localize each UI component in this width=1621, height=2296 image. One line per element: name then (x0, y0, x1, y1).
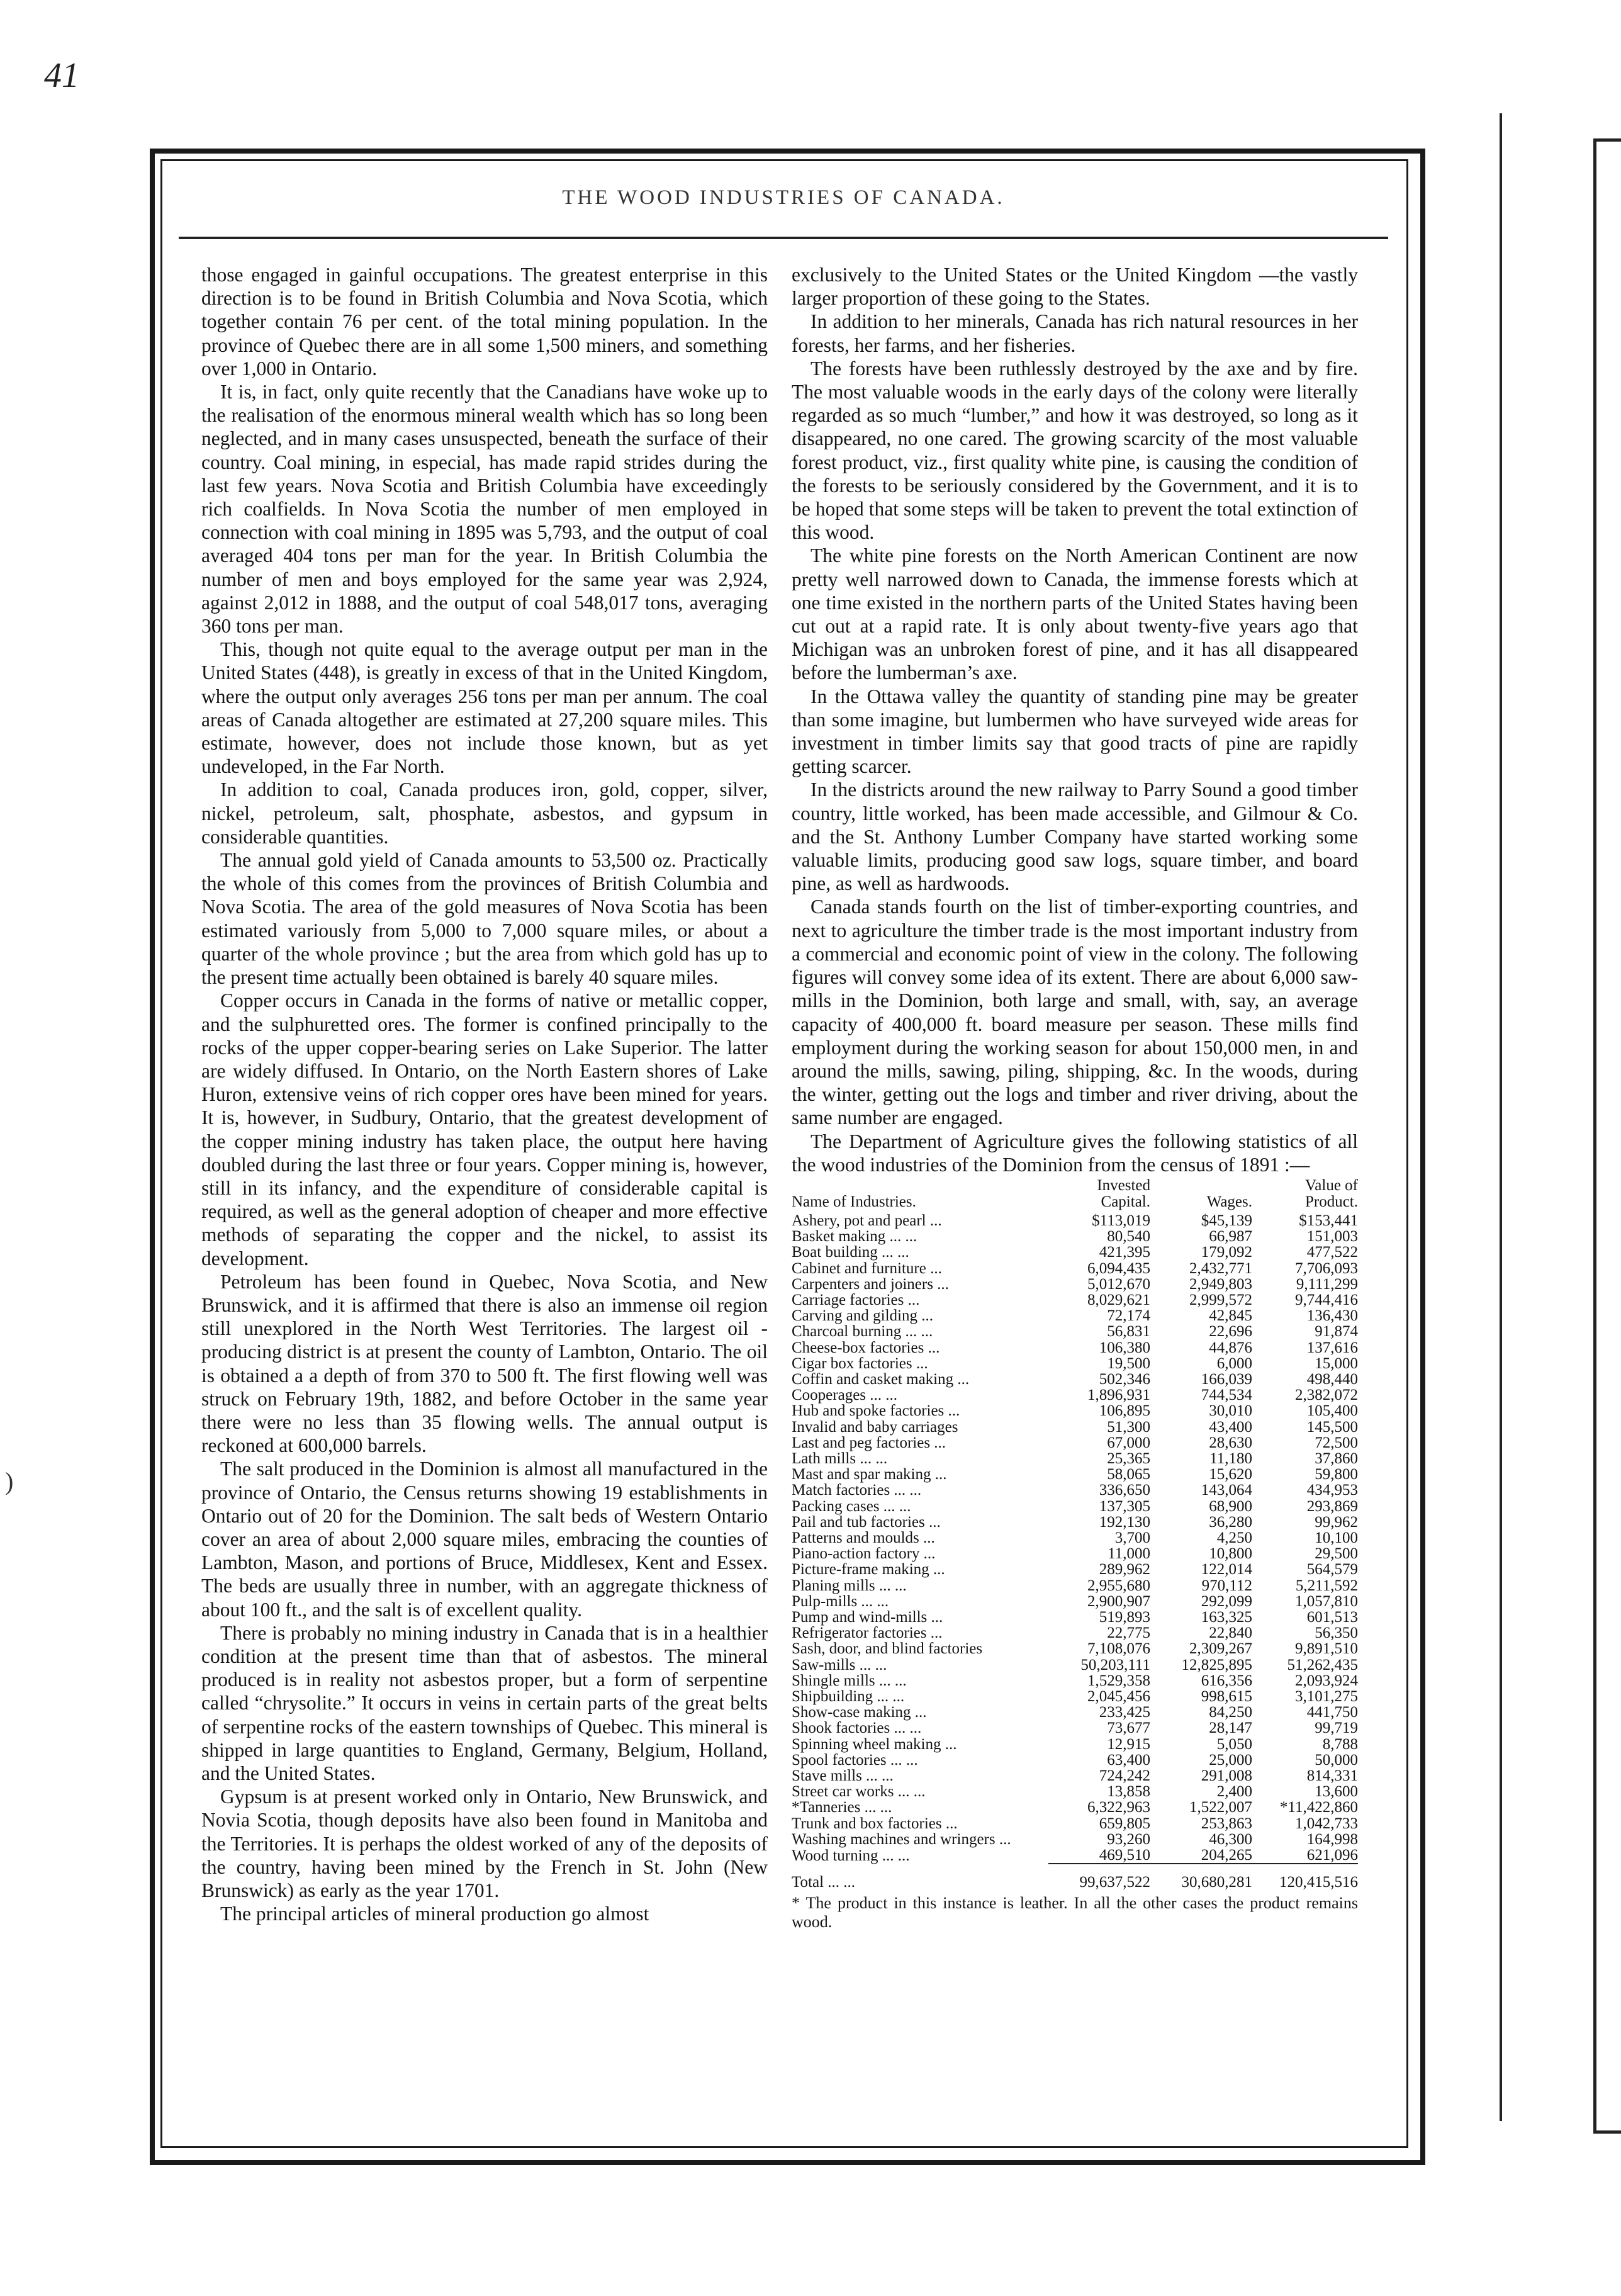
cell-capital: 502,346 (1099, 1370, 1150, 1388)
cell-wages: 22,840 (1209, 1624, 1252, 1642)
cell-wages: 6,000 (1216, 1354, 1252, 1372)
cell-capital: 6,094,435 (1087, 1259, 1150, 1277)
cell-industry: Match factories ... ... (792, 1482, 922, 1499)
cell-wages: 744,534 (1201, 1387, 1252, 1404)
cell-product: 99,719 (1315, 1719, 1358, 1737)
cell-industry: Last and peg factories ... (792, 1434, 946, 1451)
total-product: 120,415,516 (1252, 1864, 1358, 1890)
cell-capital: 1,896,931 (1087, 1387, 1150, 1404)
header-rule (179, 237, 1388, 239)
paragraph: The forests have been ruthlessly destroyed by the axe and by fire. The most valuable woods in the early days of the colony were literally regarded as so much “lumber,” and how it was destroyed, so long as it disappeared, no one cared. The growing scarcity of the most valuable forest product, viz., first quality white pine, is causing the condition of the forests to be seriously considered by the Government, and it is to be hoped that some steps will be taken to prevent the total extinction of this wood. (792, 357, 1358, 544)
cell-capital: 13,858 (1107, 1783, 1150, 1801)
paragraph: The principal articles of mineral production go almost (220, 1903, 649, 1925)
cell-industry: Ashery, pot and pearl ... (792, 1212, 942, 1229)
cell-industry: Packing cases ... ... (792, 1497, 911, 1515)
table-header-row (792, 1178, 1358, 1213)
table-row (792, 1673, 1358, 1689)
paragraph: The annual gold yield of Canada amounts to 53,500 oz. Practically the whole of this comes from the provinces of British Columbia and Nova Scotia. The area of the gold measures of Nova Scotia has been estimated variously from 5,000 to 7,000 square miles, or about a quarter of the whole province ; but the area from which gold has up to the present time actually been obtained is barely 40 square miles. (201, 849, 768, 989)
right-column (792, 263, 1358, 1932)
cell-capital: 67,000 (1107, 1434, 1150, 1451)
cell-wages: 166,039 (1201, 1370, 1252, 1388)
cell-industry: Show-case making ... (792, 1704, 927, 1721)
table-row (792, 1387, 1358, 1403)
cell-wages: 998,615 (1201, 1688, 1252, 1706)
cell-product: 621,096 (1306, 1847, 1358, 1864)
cell-capital: 7,108,076 (1087, 1640, 1150, 1658)
cell-product: 56,350 (1315, 1624, 1358, 1642)
paragraph: exclusively to the United States or the United Kingdom —the vastly larger proportion of these going to the States. (792, 264, 1358, 310)
cell-capital: 192,130 (1099, 1513, 1150, 1531)
table-row (792, 1768, 1358, 1784)
table-row (792, 1276, 1358, 1292)
cell-product: 5,211,592 (1295, 1577, 1358, 1594)
cell-capital: 56,831 (1107, 1323, 1150, 1341)
cell-industry: Carpenters and joiners ... (792, 1275, 949, 1293)
cell-industry: Planing mills ... ... (792, 1577, 907, 1594)
cell-product: 564,579 (1306, 1561, 1358, 1578)
cell-capital: 233,425 (1099, 1704, 1150, 1721)
cell-wages: 66,987 (1209, 1228, 1252, 1246)
table-row (792, 1514, 1358, 1530)
cell-capital: 336,650 (1099, 1482, 1150, 1499)
table-row (792, 1594, 1358, 1609)
cell-product: 477,522 (1306, 1244, 1358, 1261)
paragraph: The white pine forests on the North American Continent are now pretty well narrowed down to Canada, the immense forests which at one time existed in the northern parts of the United States having been cut out at a rapid rate. It is only about twenty-five years ago that Michigan was an unbroken forest of pine, and it has all disappeared before the lumberman’s axe. (792, 544, 1358, 684)
table-row (792, 1356, 1358, 1371)
paragraph: In addition to her minerals, Canada has rich natural resources in her forests, her farms, and her fisheries. (792, 310, 1358, 356)
table-row (792, 1689, 1358, 1704)
cell-capital: 73,677 (1107, 1719, 1150, 1737)
paragraph: Copper occurs in Canada in the forms of native or metallic copper, and the sulphuretted ores. The former is confined principally to the rocks of the upper copper-bearing series on Lake Superior. The latter are widely diffused. In Ontario, on the North Eastern shores of Lake Huron, extensive veins of rich copper ores have been mined for years. It is, however, in Sudbury, Ontario, that the greatest development of the copper mining industry has taken place, the output here having doubled during the last three or four years. Copper mining is, however, still in its infancy, and the expenditure of considerable capital is required, as well as the general adoption of cheaper and more effective methods of separating the copper and the nickel, to assist its development. (201, 989, 768, 1269)
cell-wages: 292,099 (1201, 1592, 1252, 1610)
cell-wages: 143,064 (1201, 1482, 1252, 1499)
column-header-industry: Name of Industries. (792, 1193, 916, 1210)
table-row (792, 1451, 1358, 1466)
cell-product: 99,962 (1315, 1513, 1358, 1531)
cell-industry: Patterns and moulds ... (792, 1529, 935, 1546)
cell-wages: 616,356 (1201, 1672, 1252, 1689)
cell-product: 136,430 (1306, 1307, 1358, 1325)
cell-wages: 4,250 (1216, 1529, 1252, 1546)
cell-wages: 10,800 (1209, 1545, 1252, 1563)
cell-product: 7,706,093 (1295, 1259, 1358, 1277)
cell-product: 15,000 (1315, 1354, 1358, 1372)
cell-industry: Pump and wind-mills ... (792, 1609, 943, 1626)
cell-industry: Cigar box factories ... (792, 1354, 928, 1372)
column-header-product: Value of Product. (1304, 1176, 1358, 1210)
cell-wages: 43,400 (1209, 1418, 1252, 1436)
cell-product: 3,101,275 (1295, 1688, 1358, 1706)
cell-product: 434,953 (1306, 1482, 1358, 1499)
cell-industry: Cabinet and furniture ... (792, 1259, 942, 1277)
cell-capital: 25,365 (1107, 1449, 1150, 1467)
paragraph: In the districts around the new railway to Parry Sound a good timber country, little worked, has been made accessible, and Gilmour & Co. and the St. Anthony Lumber Company have started working some valuable limits, producing good saw logs, square timber, and board pine, as well as hardwoods. (792, 779, 1358, 895)
table-row (792, 1371, 1358, 1387)
cell-wages: $45,139 (1201, 1212, 1252, 1229)
paragraph: Gypsum is at present worked only in Ontario, New Brunswick, and Novia Scotia, though deposits have also been found in Manitoba and the Territories. It is perhaps the oldest worked of any of the deposits of the country, having been mined by the French in St. John (New Brunswick) as early as the year 1701. (201, 1786, 768, 1902)
cell-capital: 5,012,670 (1087, 1275, 1150, 1293)
cell-capital: 72,174 (1107, 1307, 1150, 1325)
table-row (792, 1736, 1358, 1752)
table-row (792, 1435, 1358, 1451)
table-row (792, 1530, 1358, 1546)
cell-industry: Coffin and casket making ... (792, 1370, 970, 1388)
cell-capital: 106,895 (1099, 1402, 1150, 1420)
table-row (792, 1562, 1358, 1577)
cell-industry: Stave mills ... ... (792, 1767, 894, 1785)
table-row (792, 1482, 1358, 1498)
paragraph: It is, in fact, only quite recently that the Canadians have woke up to the realisation of the enormous mineral wealth which has so long been neglected, and in many cases unsuspected, beneath the surface of their country. Coal mining, in especial, has made rapid strides during the last few years. Nova Scotia and British Columbia have exceedingly rich coalfields. In Nova Scotia the number of men employed in connection with coal mining in 1895 was 5,793, and the output of coal averaged 404 tons per man for the year. In British Columbia the number of men and boys employed for the same year was 2,924, against 2,012 in 1888, and the output of coal 548,017 tons, averaging 360 tons per man. (201, 381, 768, 638)
cell-product: 59,800 (1315, 1466, 1358, 1483)
cell-product: 9,744,416 (1295, 1291, 1358, 1308)
table-footnote: * The product in this instance is leather. In all the other cases the product remains wood. (792, 1894, 1358, 1932)
cell-capital: 469,510 (1099, 1847, 1150, 1864)
column-header-wages: Wages. (1206, 1193, 1252, 1210)
cell-product: 105,400 (1306, 1402, 1358, 1420)
total-capital: 99,637,522 (1048, 1864, 1150, 1890)
cell-industry: Piano-action factory ... (792, 1545, 936, 1563)
cell-industry: Picture-frame making ... (792, 1561, 945, 1578)
table-row (792, 1244, 1358, 1260)
cell-capital: 724,242 (1099, 1767, 1150, 1785)
cell-product: 72,500 (1315, 1434, 1358, 1451)
cell-industry: Charcoal burning ... ... (792, 1323, 933, 1341)
total-wages: 30,680,281 (1150, 1864, 1252, 1890)
cell-capital: 22,775 (1107, 1624, 1150, 1642)
cell-wages: 25,000 (1209, 1751, 1252, 1769)
table-row (792, 1704, 1358, 1720)
cell-product: 1,042,733 (1295, 1815, 1358, 1832)
cell-wages: 2,400 (1216, 1783, 1252, 1801)
cell-capital: 93,260 (1107, 1830, 1150, 1848)
table-row (792, 1752, 1358, 1768)
cell-wages: 2,432,771 (1189, 1259, 1252, 1277)
cell-wages: 204,265 (1201, 1847, 1252, 1864)
cell-capital: 51,300 (1107, 1418, 1150, 1436)
cell-industry: Spool factories ... ... (792, 1751, 918, 1769)
wood-industries-table (792, 1178, 1358, 1891)
left-column (201, 263, 768, 1925)
cell-industry: Shook factories ... ... (792, 1719, 922, 1737)
table-row (792, 1466, 1358, 1482)
cell-wages: 2,949,803 (1189, 1275, 1252, 1293)
cell-industry: Lath mills ... ... (792, 1449, 888, 1467)
cell-wages: 179,092 (1201, 1244, 1252, 1261)
cell-capital: 519,893 (1099, 1609, 1150, 1626)
table-row (792, 1784, 1358, 1799)
adjacent-page-frame (1593, 138, 1621, 2134)
cell-industry: Cheese-box factories ... (792, 1339, 940, 1356)
cell-industry: Sash, door, and blind factories (792, 1640, 983, 1658)
cell-capital: 50,203,111 (1080, 1656, 1150, 1674)
cell-capital: 289,962 (1099, 1561, 1150, 1578)
cell-product: 51,262,435 (1287, 1656, 1358, 1674)
cell-product: 91,874 (1315, 1323, 1358, 1341)
cell-product: 37,860 (1315, 1449, 1358, 1467)
table-row (792, 1816, 1358, 1832)
total-label: Total ... ... (792, 1873, 856, 1891)
cell-industry: Spinning wheel making ... (792, 1735, 957, 1753)
cell-product: 2,382,072 (1295, 1387, 1358, 1404)
cell-wages: 291,008 (1201, 1767, 1252, 1785)
paragraph: Canada stands fourth on the list of timber-exporting countries, and next to agriculture the timber trade is the most important industry from a commercial and economic point of view in the colony. The following figures will convey some idea of its extent. There are about 6,000 saw-mills in the Dominion, both large and small, with, say, an average capacity of 400,000 ft. board measure per season. These mills find employment during the working season for about 150,000 men, in and around the mills, sawing, piling, shipping, &c. In the woods, during the winter, getting out the logs and timber and river driving, about the same number are engaged. (792, 896, 1358, 1129)
cell-wages: 46,300 (1209, 1830, 1252, 1848)
cell-product: 50,000 (1315, 1751, 1358, 1769)
cell-product: 10,100 (1315, 1529, 1358, 1546)
cell-capital: 3,700 (1114, 1529, 1150, 1546)
table-body (792, 1213, 1358, 1864)
table-row (792, 1403, 1358, 1419)
cell-capital: 80,540 (1107, 1228, 1150, 1246)
cell-capital: 19,500 (1107, 1354, 1150, 1372)
table-row (792, 1340, 1358, 1356)
cell-industry: Carriage factories ... (792, 1291, 920, 1308)
cell-wages: 36,280 (1209, 1513, 1252, 1531)
paragraph: Petroleum has been found in Quebec, Nova Scotia, and New Brunswick, and it is affirmed that there is also an immense oil region still unexplored in the North West Territories. The largest oil - producing district is at present the county of Lambton, Ontario. The oil is obtained a a depth of from 370 to 500 ft. The first flowing well was struck on February 19th, 1882, and before October in the same year there were no less than 35 flowing wells. The annual output is reckoned at 600,000 barrels. (201, 1270, 768, 1457)
cell-capital: 63,400 (1107, 1751, 1150, 1769)
cell-capital: 137,305 (1099, 1497, 1150, 1515)
table-row (792, 1847, 1358, 1864)
cell-wages: 15,620 (1209, 1466, 1252, 1483)
cell-capital: 2,955,680 (1087, 1577, 1150, 1594)
cell-capital: 11,000 (1108, 1545, 1150, 1563)
column-header-capital: Invested Capital. (1097, 1176, 1150, 1210)
cell-product: 145,500 (1306, 1418, 1358, 1436)
cell-industry: Invalid and baby carriages (792, 1418, 958, 1436)
cell-product: 137,616 (1306, 1339, 1358, 1356)
cell-wages: 122,014 (1201, 1561, 1252, 1578)
table-row (792, 1229, 1358, 1244)
cell-industry: Basket making ... ... (792, 1228, 917, 1246)
cell-product: 151,003 (1306, 1228, 1358, 1246)
cell-wages: 68,900 (1209, 1497, 1252, 1515)
table-row (792, 1657, 1358, 1673)
edge-mark: ) (5, 1467, 14, 1495)
table-row (792, 1625, 1358, 1641)
cell-industry: Shipbuilding ... ... (792, 1688, 905, 1706)
table-row (792, 1641, 1358, 1657)
cell-industry: Carving and gilding ... (792, 1307, 933, 1325)
cell-product: 29,500 (1315, 1545, 1358, 1563)
table-row (792, 1292, 1358, 1308)
cell-product: *11,422,860 (1279, 1799, 1358, 1816)
cell-product: 293,869 (1306, 1497, 1358, 1515)
cell-capital: 1,529,358 (1087, 1672, 1150, 1689)
cell-industry: Hub and spoke factories ... (792, 1402, 960, 1420)
cell-product: 1,057,810 (1295, 1592, 1358, 1610)
cell-wages: 1,522,007 (1189, 1799, 1252, 1816)
cell-capital: $113,019 (1092, 1212, 1150, 1229)
paragraph: There is probably no mining industry in Canada that is in a healthier condition at the present time than that of asbestos. The mineral produced is in reality not asbestos proper, but a form of serpentine called “chrysolite.” It occurs in veins in certain parts of the great belts of serpentine rocks of the eastern townships of Quebec. This mineral is shipped in large quantities to England, Germany, Belgium, Holland, and the United States. (201, 1621, 768, 1784)
cell-industry: Refrigerator factories ... (792, 1624, 943, 1642)
cell-product: 2,093,924 (1295, 1672, 1358, 1689)
cell-capital: 106,380 (1099, 1339, 1150, 1356)
table-row (792, 1720, 1358, 1736)
cell-capital: 421,395 (1099, 1244, 1150, 1261)
table-row (792, 1832, 1358, 1847)
running-head: THE WOOD INDUSTRIES OF CANADA. (562, 186, 1005, 209)
adjacent-page-edge-line (1500, 113, 1502, 2121)
paragraph: In addition to coal, Canada produces iron, gold, copper, silver, nickel, petroleum, salt, phosphate, asbestos, and gypsum in considerable quantities. (201, 779, 768, 848)
cell-wages: 44,876 (1209, 1339, 1252, 1356)
cell-industry: Shingle mills ... ... (792, 1672, 907, 1689)
cell-capital: 12,915 (1107, 1735, 1150, 1753)
cell-product: 441,750 (1306, 1704, 1358, 1721)
cell-wages: 84,250 (1209, 1704, 1252, 1721)
cell-wages: 5,050 (1216, 1735, 1252, 1753)
cell-capital: 8,029,621 (1087, 1291, 1150, 1308)
cell-industry: Washing machines and wringers ... (792, 1830, 1011, 1848)
cell-capital: 58,065 (1107, 1466, 1150, 1483)
cell-industry: Mast and spar making ... (792, 1466, 947, 1483)
cell-industry: *Tanneries ... ... (792, 1799, 892, 1816)
cell-product: 601,513 (1306, 1609, 1358, 1626)
cell-wages: 12,825,895 (1181, 1656, 1252, 1674)
cell-product: 9,891,510 (1295, 1640, 1358, 1658)
cell-capital: 659,805 (1099, 1815, 1150, 1832)
cell-industry: Pail and tub factories ... (792, 1513, 941, 1531)
cell-wages: 30,010 (1209, 1402, 1252, 1420)
cell-wages: 253,863 (1201, 1815, 1252, 1832)
table-row (792, 1308, 1358, 1324)
cell-product: 8,788 (1322, 1735, 1358, 1753)
cell-industry: Cooperages ... ... (792, 1387, 898, 1404)
table-row (792, 1261, 1358, 1276)
paragraph: those engaged in gainful occupations. The greatest enterprise in this direction is to be found in British Columbia and Nova Scotia, which together contain 76 per cent. of the total mining population. In the province of Quebec there are in all some 1,500 miners, and something over 1,000 in Ontario. (201, 264, 768, 380)
cell-wages: 22,696 (1209, 1323, 1252, 1341)
cell-industry: Trunk and box factories ... (792, 1815, 958, 1832)
cell-wages: 2,309,267 (1189, 1640, 1252, 1658)
cell-wages: 28,147 (1209, 1719, 1252, 1737)
cell-product: $153,441 (1299, 1212, 1358, 1229)
table-row (792, 1419, 1358, 1435)
cell-product: 814,331 (1306, 1767, 1358, 1785)
handwritten-page-number: 41 (44, 56, 79, 95)
table-total-row (792, 1864, 1358, 1890)
paragraph: The salt produced in the Dominion is almost all manufactured in the province of Ontario, the Census returns showing 19 establishments in Ontario out of 20 for the Dominion. The salt beds of Western Ontario cover an area of about 2,000 square miles, embracing the counties of Lambton, Mason, and portions of Bruce, Middlesex, Kent and Essex. The beds are usually three in number, with an aggregate thickness of about 100 ft., and the salt is of excellent quality. (201, 1458, 768, 1621)
cell-wages: 11,180 (1209, 1449, 1252, 1467)
table-row (792, 1546, 1358, 1562)
cell-industry: Street car works ... ... (792, 1783, 926, 1801)
paragraph: This, though not quite equal to the average output per man in the United States (448), is greatly in excess of that in the United Kingdom, where the output only averages 256 tons per man per annum. The coal areas of Canada altogether are estimated at 27,200 square miles. This estimate, however, does not include those known, but as yet undeveloped, in the Far North. (201, 638, 768, 778)
cell-wages: 2,999,572 (1189, 1291, 1252, 1308)
table-row (792, 1213, 1358, 1229)
cell-capital: 6,322,963 (1087, 1799, 1150, 1816)
paragraph: The Department of Agriculture gives the following statistics of all the wood industries of the Dominion from the census of 1891 :— (792, 1130, 1358, 1176)
cell-industry: Boat building ... ... (792, 1244, 909, 1261)
cell-capital: 2,900,907 (1087, 1592, 1150, 1610)
cell-capital: 2,045,456 (1087, 1688, 1150, 1706)
cell-wages: 42,845 (1209, 1307, 1252, 1325)
cell-wages: 970,112 (1201, 1577, 1252, 1594)
cell-wages: 163,325 (1201, 1609, 1252, 1626)
cell-product: 164,998 (1306, 1830, 1358, 1848)
cell-product: 498,440 (1306, 1370, 1358, 1388)
cell-industry: Saw-mills ... ... (792, 1656, 887, 1674)
cell-product: 9,111,299 (1296, 1275, 1358, 1293)
cell-industry: Wood turning ... ... (792, 1847, 910, 1864)
table-row (792, 1499, 1358, 1514)
table-row (792, 1799, 1358, 1815)
table-row (792, 1324, 1358, 1339)
cell-product: 13,600 (1315, 1783, 1358, 1801)
table-row (792, 1609, 1358, 1625)
cell-industry: Pulp-mills ... ... (792, 1592, 889, 1610)
table-row (792, 1578, 1358, 1594)
paragraph: In the Ottawa valley the quantity of standing pine may be greater than some imagine, but lumbermen who have surveyed wide areas for investment in timber limits say that good tracts of pine are rapidly getting scarcer. (792, 685, 1358, 778)
cell-wages: 28,630 (1209, 1434, 1252, 1451)
